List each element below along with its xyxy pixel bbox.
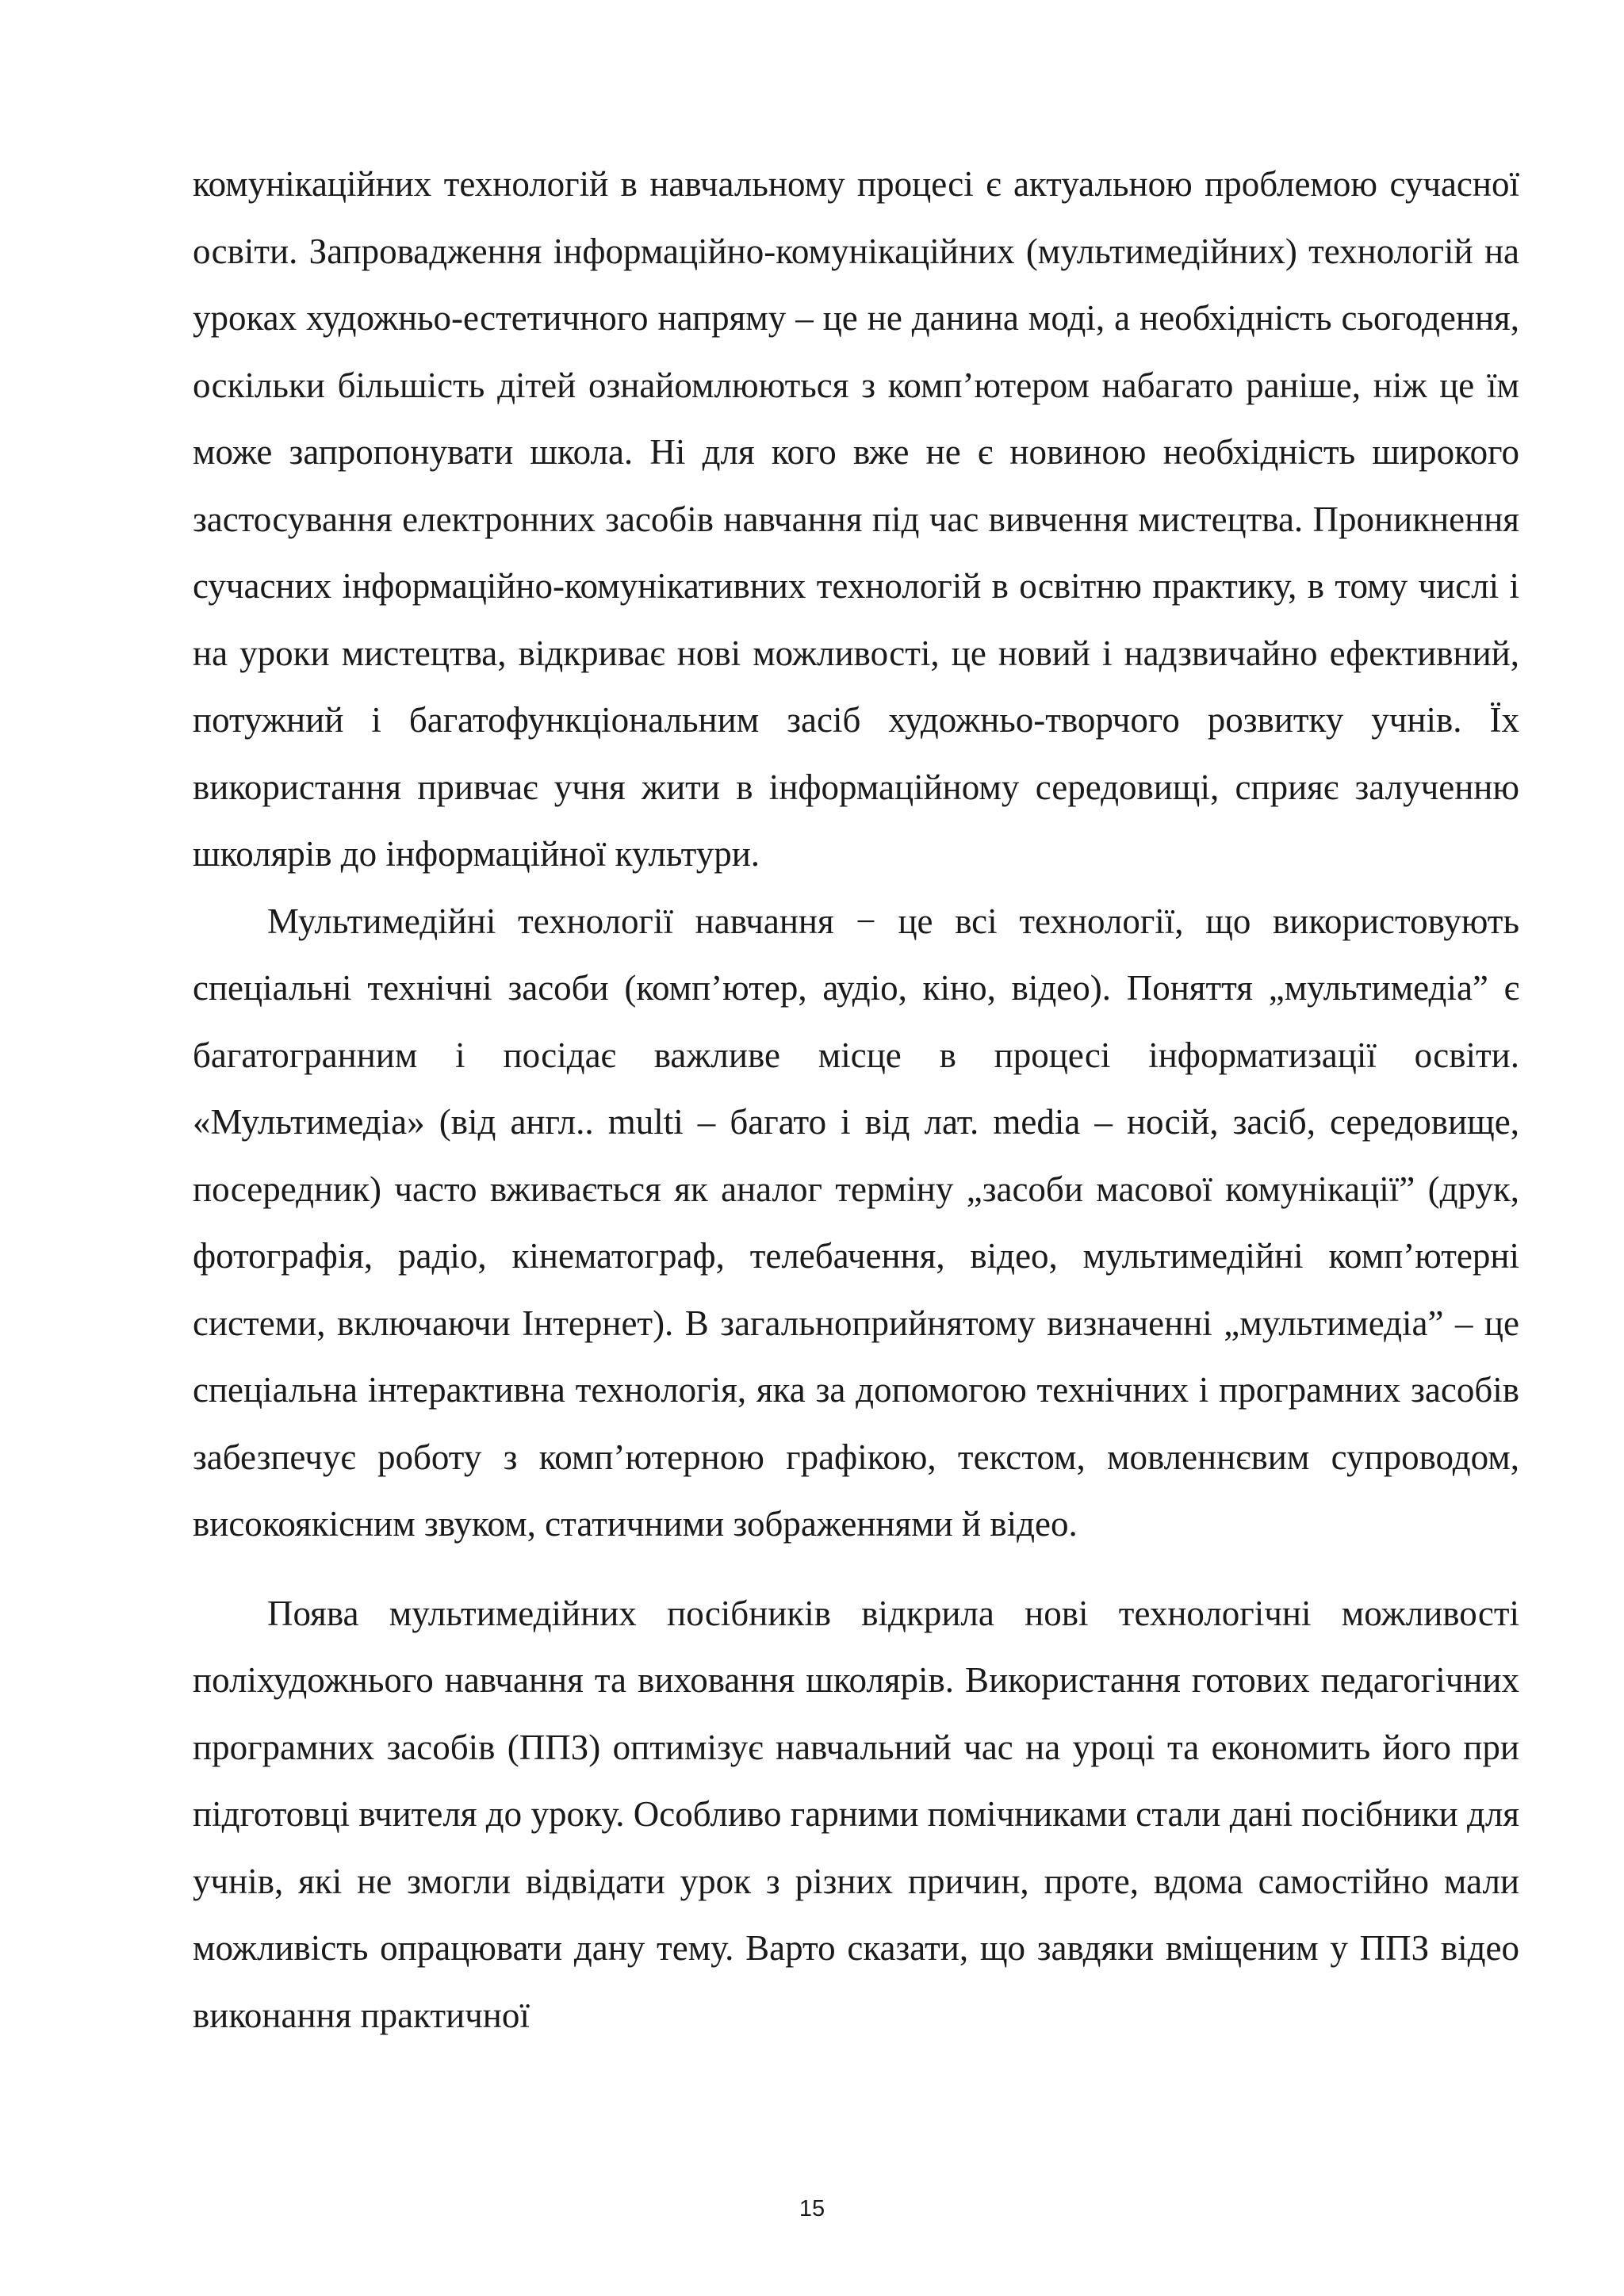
paragraph-continuation: комунікаційних технологій в навчальному процесі є актуальною проблемою сучасної освіти. Запровадження інформаційно-комунікаційних (мультимедійних) технологій на уроках художньо-естетичного напряму – це не данина моді, а необхідність сьогодення, оскільки більшість дітей ознайомлюються з комп’ютером набагато раніше, ніж це їм може запропонувати школа. Ні для кого вже не є новиною необхідність широкого застосування електронних засобів навчання під час вивчення мистецтва. Проникнення сучасних інформаційно-комунікативних технологій в освітню практику, в тому числі і на уроки мистецтва, відкриває нові можливості, це новий і надзвичайно ефективний, потужний і багатофункціональним засіб художньо-творчого розвитку учнів. Їх використання привчає учня жити в інформаційному середовищі, сприяє залученню школярів до інформаційної культури. <box>193 164 1519 874</box>
page-number: 15 <box>799 2196 825 2221</box>
paragraph-multimedia-aids: Поява мультимедійних посібників відкрила нові технологічні можливості поліхудожнього навчання та виховання школярів. Використання готових педагогічних програмних засобів (ППЗ) оптимізує навчальний час на уроці та економить його при підготовці вчителя до уроку. Особливо гарними помічниками стали дані посібники для учнів, які не змогли відвідати урок з різних причин, проте, вдома самостійно мали можливість опрацювати дану тему. Варто сказати, що завдяки вміщеним у ППЗ відео виконання практичної <box>193 1593 1519 2035</box>
document-page <box>193 151 1519 2049</box>
paragraph-multimedia-definition: Мультимедійні технології навчання − це всі технології, що використовують спеціальні технічні засоби (комп’ютер, аудіо, кіно, відео). Поняття „мультимедіа” є багатогранним і посідає важливе місце в процесі інформатизації освіти. «Мультимедіа» (від англ.. multi – багато і від лат. media – носій, засіб, середовище, посередник) часто вживається як аналог терміну „засоби масової комунікації” (друк, фотографія, радіо, кінематограф, телебачення, відео, мультимедійні комп’ютерні системи, включаючи Інтернет). В загальноприйнятому визначенні „мультимедіа” – це спеціальна інтерактивна технологія, яка за допомогою технічних і програмних засобів забезпечує роботу з комп’ютерною графікою, текстом, мовленнєвим супроводом, високоякісним звуком, статичними зображеннями й відео. <box>193 901 1519 1544</box>
